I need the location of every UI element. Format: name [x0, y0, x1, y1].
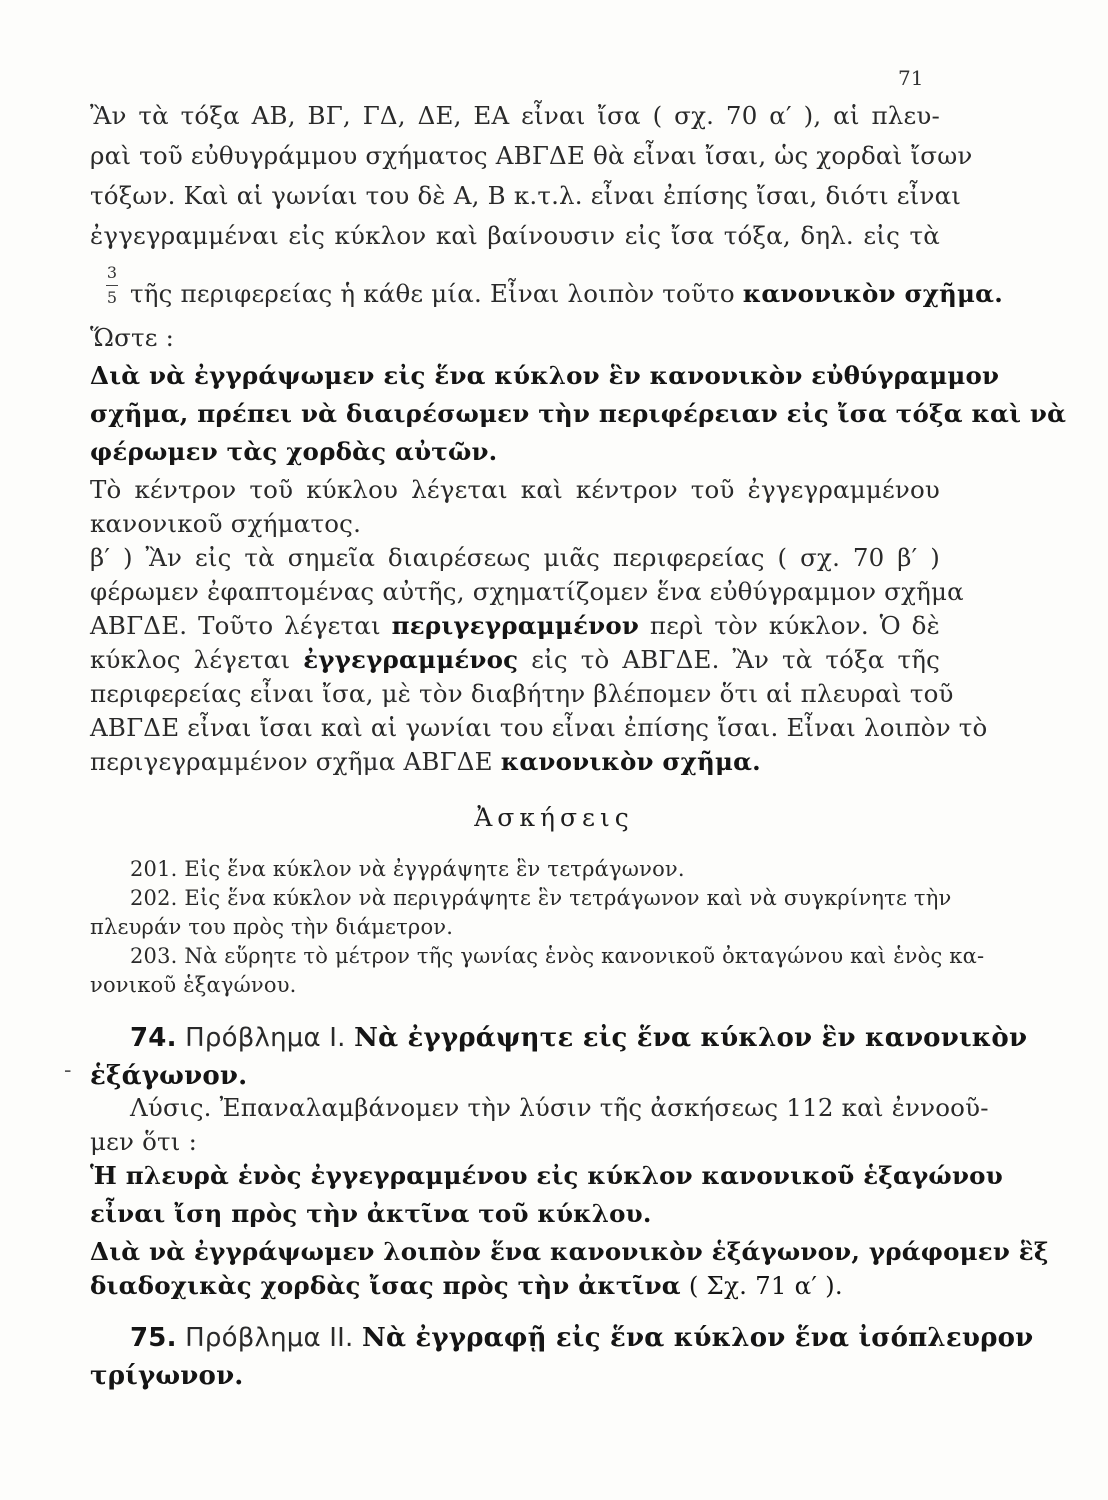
exercises-heading: Ἀσκήσεις — [474, 803, 634, 832]
problem-title — [130, 1322, 1034, 1354]
text-line: φέρωμεν ἐφαπτομένας αὐτῆς, σχηματίζομεν ἕνα εὐθύγραμμον σχῆμα — [90, 577, 964, 606]
text-span: εἰς τὸ ΑΒΓΔΕ. Ἂν τὰ τόξα τῆς — [518, 645, 940, 674]
exercise-item: 201. Εἰς ἕνα κύκλον νὰ ἐγγράψητε ἓν τετράγωνον. — [130, 857, 685, 881]
text-line: Τὸ κέντρον τοῦ κύκλου λέγεται καὶ κέντρον τοῦ ἐγγεγραμμένου — [90, 475, 940, 504]
text-line: β′ ) Ἂν εἰς τὰ σημεῖα διαιρέσεως μιᾶς περιφερείας ( σχ. 70 β′ ) — [90, 543, 940, 572]
text-line — [130, 278, 1003, 310]
text-line — [90, 610, 940, 642]
bold-term: ἐγγεγραμμένος — [303, 645, 519, 674]
rule-line — [90, 1270, 940, 1302]
text-line: περιφερείας εἶναι ἴσα, μὲ τὸν διαβήτην βλέπομεν ὅτι αἱ πλευραὶ τοῦ — [90, 679, 954, 708]
rule-line: φέρωμεν τὰς χορδὰς αὐτῶν. — [90, 437, 498, 466]
text-span: ( Σχ. 71 α′ ). — [680, 1271, 843, 1300]
exercise-item: πλευράν του πρὸς τὴν διάμετρον. — [90, 915, 454, 939]
rule-line: σχῆμα, πρέπει νὰ διαιρέσωμεν τὴν περιφέρειαν εἰς ἴσα τόξα καὶ νὰ — [90, 399, 1067, 428]
text-span: κύκλος λέγεται — [90, 645, 304, 674]
fraction-bar — [106, 285, 118, 286]
problem-title-cont: ἑξάγωνον. — [90, 1061, 248, 1091]
exercise-item: 202. Εἰς ἕνα κύκλον νὰ περιγράψητε ἓν τετράγωνον καὶ νὰ συγκρίνητε τὴν — [130, 886, 952, 910]
fraction-numerator: 3 — [106, 263, 118, 282]
solution-line: μεν ὅτι : — [90, 1127, 198, 1156]
bold-term: κανονικὸν σχῆμα. — [742, 279, 1003, 308]
text-line: Ἂν τὰ τόξα ΑΒ, ΒΓ, ΓΔ, ΔΕ, ΕΑ εἶναι ἴσα ( σχ. 70 α′ ), αἱ πλευ- — [90, 101, 940, 130]
problem-statement: Νὰ ἐγγράψητε εἰς ἕνα κύκλον ἓν κανονικὸν — [354, 1023, 1028, 1053]
text-span: περὶ τὸν κύκλον. Ὁ δὲ — [639, 611, 940, 640]
text-line: κανονικοῦ σχήματος. — [90, 509, 362, 538]
text-line — [90, 746, 940, 778]
problem-number: 75. — [130, 1323, 177, 1353]
fraction-denominator: 5 — [106, 288, 118, 307]
rule-line: Διὰ νὰ ἐγγράψωμεν εἰς ἕνα κύκλον ἓν κανονικὸν εὐθύγραμμον — [90, 361, 1000, 390]
exercise-item: νονικοῦ ἑξαγώνου. — [90, 973, 297, 997]
text-span: ΑΒΓΔΕ. Τοῦτο λέγεται — [90, 611, 392, 640]
fraction — [104, 264, 120, 307]
page-number: 71 — [898, 66, 924, 90]
text-line: ΑΒΓΔΕ εἶναι ἴσαι καὶ αἱ γωνίαι του εἶναι ἐπίσης ἴσαι. Εἶναι λοιπὸν τὸ — [90, 713, 988, 742]
text-line: Ὥστε : — [90, 323, 175, 352]
text-span: τῆς περιφερείας ἡ κάθε μία. Εἶναι λοιπὸν τοῦτο — [130, 279, 743, 308]
bold-term: διαδοχικὰς χορδὰς ἴσας πρὸς τὴν ἀκτῖνα — [90, 1271, 681, 1300]
margin-mark: - — [64, 1058, 72, 1083]
rule-line: Ἡ πλευρὰ ἑνὸς ἐγγεγραμμένου εἰς κύκλον κανονικοῦ ἑξαγώνου — [90, 1161, 1003, 1190]
problem-number: 74. — [130, 1023, 177, 1053]
text-line: ραὶ τοῦ εὐθυγράμμου σχήματος ΑΒΓΔΕ θὰ εἶναι ἴσαι, ὡς χορδαὶ ἴσων — [90, 141, 973, 170]
rule-line: εἶναι ἴση πρὸς τὴν ἀκτῖνα τοῦ κύκλου. — [90, 1199, 652, 1228]
rule-line: Διὰ νὰ ἐγγράψωμεν λοιπὸν ἕνα κανονικὸν ἑξάγωνον, γράφομεν ἓξ — [90, 1237, 1049, 1266]
problem-label: Πρόβλημα II. — [185, 1323, 354, 1353]
problem-title-cont: τρίγωνον. — [90, 1361, 244, 1391]
text-span: περιγεγραμμένον σχῆμα ΑΒΓΔΕ — [90, 747, 501, 776]
text-line: ἐγγεγραμμέναι εἰς κύκλον καὶ βαίνουσιν εἰς ἴσα τόξα, δηλ. εἰς τὰ — [90, 221, 940, 250]
text-line — [90, 644, 940, 676]
exercise-item: 203. Νὰ εὕρητε τὸ μέτρον τῆς γωνίας ἑνὸς κανονικοῦ ὀκταγώνου καὶ ἑνὸς κα- — [130, 944, 985, 968]
bold-term: κανονικὸν σχῆμα. — [500, 747, 761, 776]
problem-statement: Νὰ ἐγγραφῇ εἰς ἕνα κύκλον ἕνα ἰσόπλευρον — [361, 1323, 1034, 1353]
text-line: τόξων. Καὶ αἱ γωνίαι του δὲ Α, Β κ.τ.λ. εἶναι ἐπίσης ἴσαι, διότι εἶναι — [90, 181, 962, 210]
problem-title — [130, 1022, 1028, 1054]
solution-line: Λύσις. Ἐπαναλαμβάνομεν τὴν λύσιν τῆς ἀσκήσεως 112 καὶ ἐννοοῦ- — [130, 1093, 989, 1122]
problem-label: Πρόβλημα I. — [185, 1023, 346, 1053]
bold-term: περιγεγραμμένον — [391, 611, 640, 640]
